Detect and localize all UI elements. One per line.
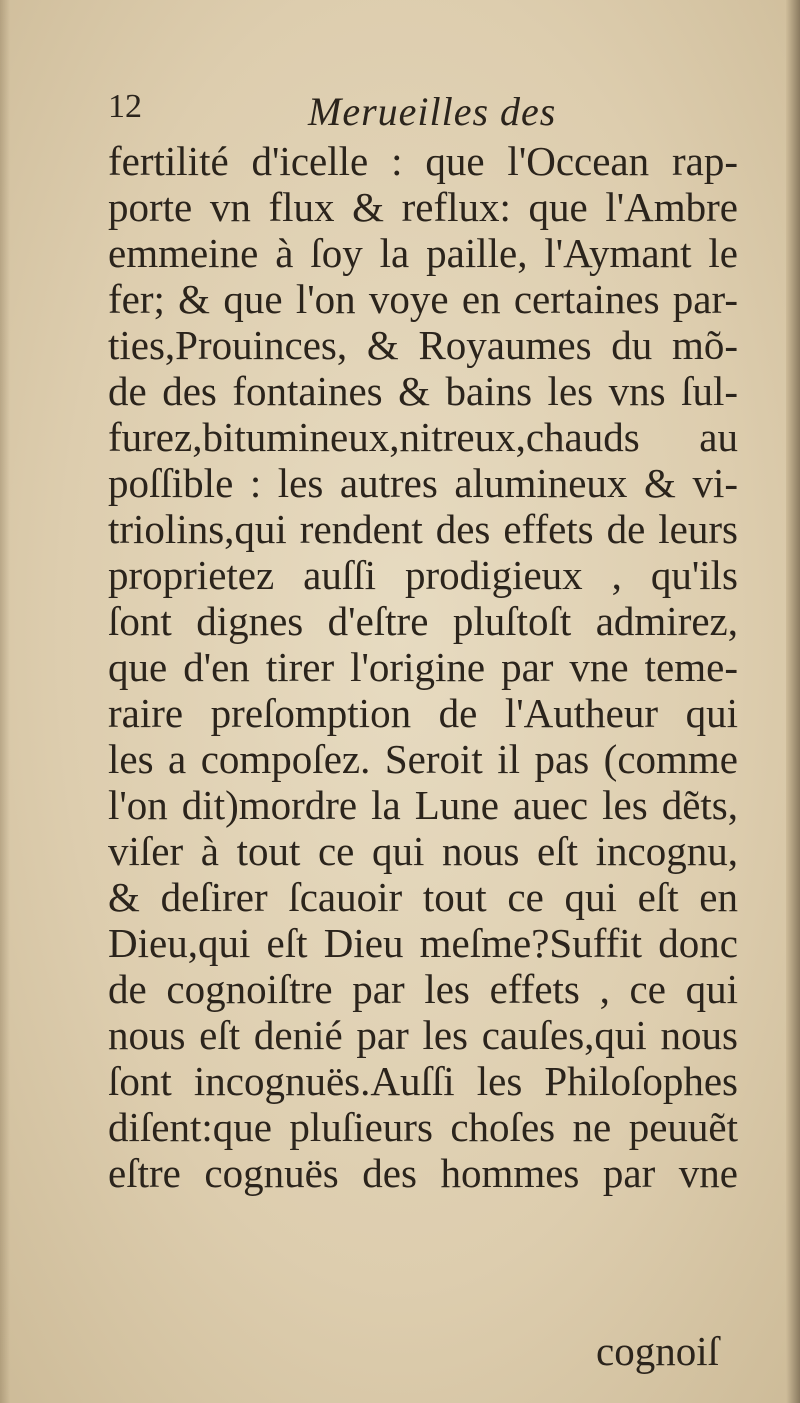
text-line: de cognoiſtre par les effets , ce qui <box>108 966 738 1012</box>
text-line: les a compoſez. Seroit il pas (comme <box>108 736 738 782</box>
text-line: viſer à tout ce qui nous eſt incognu, <box>108 828 738 874</box>
text-line: emmeine à ſoy la paille, l'Aymant le <box>108 230 738 276</box>
text-line: raire preſomption de l'Autheur qui <box>108 690 738 736</box>
text-line: fertilité d'icelle : que l'Occean rap- <box>108 138 738 184</box>
page-header <box>108 88 760 138</box>
text-line: & deſirer ſcauoir tout ce qui eſt en <box>108 874 738 920</box>
text-line: triolins,qui rendent des effets de leurs <box>108 506 738 552</box>
page-number: 12 <box>108 88 142 125</box>
text-line: de des fontaines & bains les vns ſul- <box>108 368 738 414</box>
text-line: poſſible : les autres alumineux & vi- <box>108 460 738 506</box>
text-line: que d'en tirer l'origine par vne teme- <box>108 644 738 690</box>
catchword: cognoiſ <box>596 1328 719 1374</box>
text-line: l'on dit)mordre la Lune auec les dẽts, <box>108 782 738 828</box>
page-edge <box>786 0 800 1403</box>
text-line: furez,bitumineux,nitreux,chauds au <box>108 414 738 460</box>
running-head: Merueilles des <box>308 89 557 134</box>
text-line: porte vn flux & reflux: que l'Ambre <box>108 184 738 230</box>
text-line: ſont incognuës.Auſſi les Philoſophes <box>108 1058 738 1104</box>
text-line: proprietez auſſi prodigieux , qu'ils <box>108 552 738 598</box>
page-gutter-shadow <box>0 0 10 1403</box>
text-line: ties,Prouinces, & Royaumes du mõ- <box>108 322 738 368</box>
text-line: ſont dignes d'eſtre pluſtoſt admirez, <box>108 598 738 644</box>
body-text <box>108 138 738 1196</box>
text-line: diſent:que pluſieurs choſes ne peuuẽt <box>108 1104 738 1150</box>
text-line: nous eſt denié par les cauſes,qui nous <box>108 1012 738 1058</box>
text-line: Dieu,qui eſt Dieu meſme?Suffit donc <box>108 920 738 966</box>
text-line: eſtre cognuës des hommes par vne <box>108 1150 738 1196</box>
text-line: fer; & que l'on voye en certaines par- <box>108 276 738 322</box>
